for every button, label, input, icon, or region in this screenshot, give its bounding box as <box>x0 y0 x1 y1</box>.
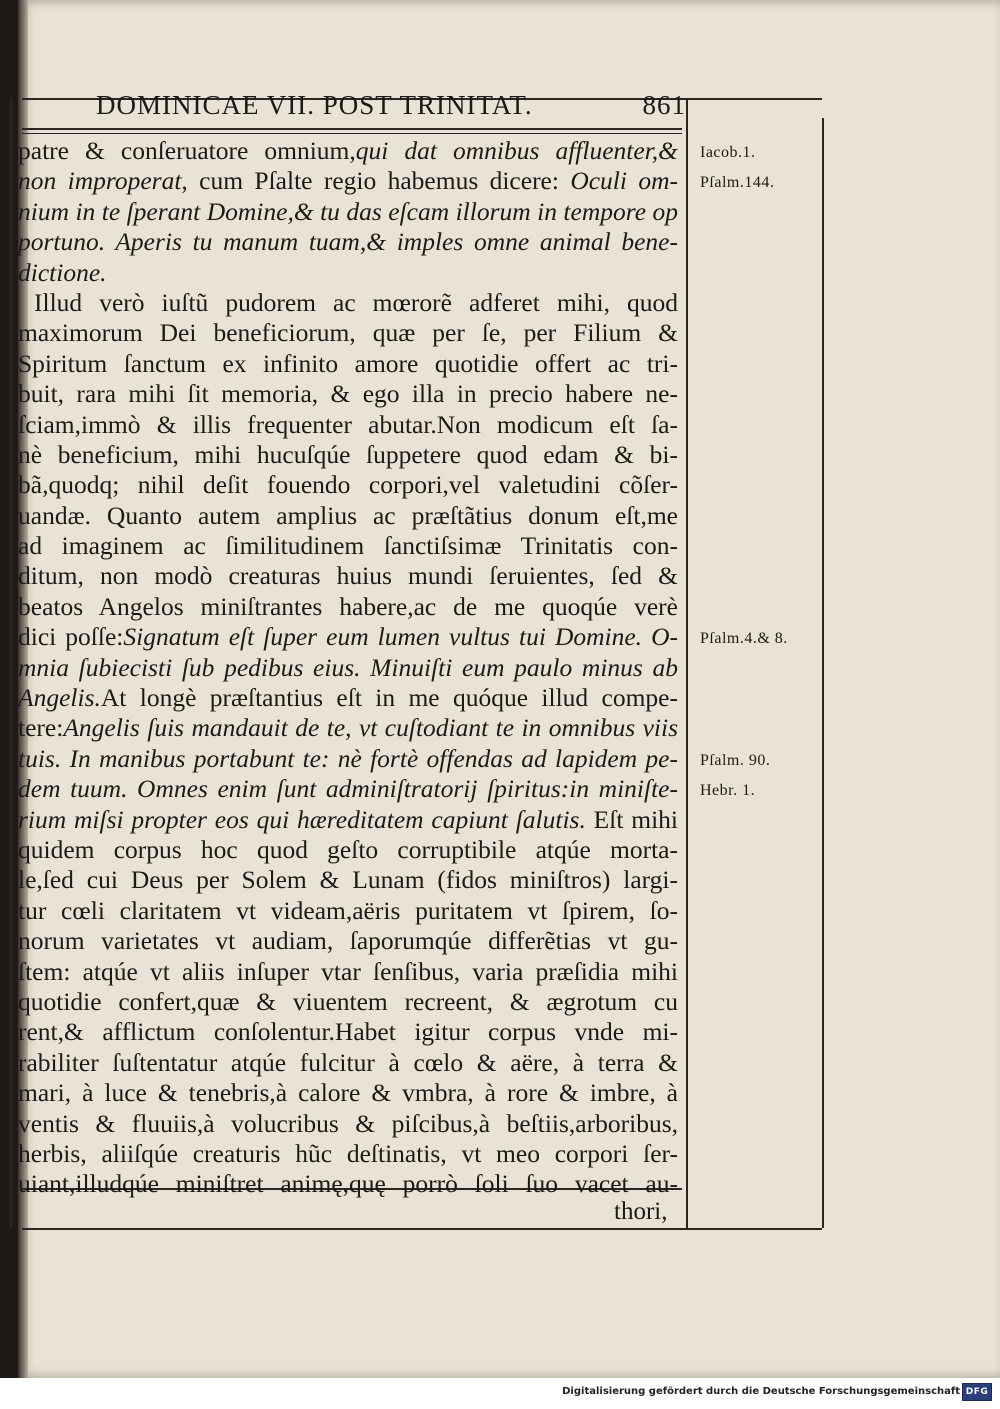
text-segment: beatos Angelos miniſtrantes habere,ac de me quoqúe verè <box>18 591 678 621</box>
funding-credit: Digitalisierung gefördert durch die Deutsche Forschungsgemeinschaft <box>562 1386 960 1397</box>
text-line <box>18 258 678 288</box>
text-line <box>18 926 678 956</box>
catchword: thori, <box>614 1198 668 1225</box>
italic-segment: portuno. Aperis tu manum tuam,& imples omne animal bene- <box>18 227 678 257</box>
head-rule <box>22 128 682 130</box>
italic-segment: tuis. In manibus portabunt te: nè fortè offendas ad lapidem pe- <box>18 743 678 773</box>
text-segment: norum varietates vt audiam, ſaporumqúe differẽtias vt gu- <box>18 926 678 956</box>
frame-rule-left <box>10 98 12 1228</box>
text-line <box>18 318 678 348</box>
text-line <box>18 136 678 166</box>
italic-segment: dictione. <box>18 257 107 287</box>
text-segment: patre & conſeruatore omnium, <box>18 136 356 165</box>
body-text <box>18 136 678 1200</box>
text-segment: mari, à luce & tenebris,à calore & vmbra, à rore & imbre, à <box>18 1078 678 1108</box>
margin-note: Pſalm.144. <box>700 174 775 192</box>
text-line <box>18 987 678 1017</box>
text-line <box>18 896 678 926</box>
text-segment: ſciam,immò & illis frequenter abutar.Non modicum eſt ſa- <box>18 409 678 439</box>
text-segment: ſtem: atqúe vt aliis inſuper vtar ſenſibus, varia præſidia mihi <box>18 956 678 986</box>
italic-segment: Oculi om- <box>570 166 678 196</box>
frame-rule-right <box>822 118 824 1228</box>
text-line <box>18 561 678 591</box>
margin-note: Pſalm.4.& 8. <box>700 630 788 648</box>
italic-segment: mnia ſubiecisti ſub pedibus eius. Minuiſti eum paulo minus ab <box>18 652 678 682</box>
text-line <box>18 1169 678 1199</box>
text-line <box>18 774 678 804</box>
text-line <box>18 1078 678 1108</box>
margin-note: Pſalm. 90. <box>700 752 771 769</box>
text-line <box>18 805 678 835</box>
text-segment: ventis & fluuiis,à volucribus & piſcibus,à beſtiis,arboribus, <box>18 1108 678 1138</box>
text-segment: Illud verò iuſtũ pudorem ac mœrorẽ adferet mihi, quod <box>34 287 678 317</box>
text-line <box>18 592 678 622</box>
text-segment: Eſt mihi <box>585 804 678 834</box>
text-line <box>18 288 678 318</box>
frame-rule-bottom <box>22 1228 822 1230</box>
text-segment: uandæ. Quanto autem amplius ac præſtãtius donum eſt,me <box>18 500 678 530</box>
text-line <box>18 653 678 683</box>
text-line <box>18 349 678 379</box>
text-line <box>18 410 678 440</box>
text-line <box>18 683 678 713</box>
text-segment: Spiritum ſanctum ex infinito amore quotidie offert ac tri- <box>18 348 678 378</box>
text-segment: quotidie confert,quæ & viuentem recreent, & ægrotum cu <box>18 986 678 1016</box>
text-line <box>18 744 678 774</box>
text-line <box>18 531 678 561</box>
text-segment: ad imaginem ac ſimilitudinem ſanctiſsimæ Trinitatis con- <box>18 531 678 561</box>
text-line <box>18 1048 678 1078</box>
text-line <box>18 1109 678 1139</box>
page-number: 861 <box>642 90 686 120</box>
text-segment: maximorum Dei beneficiorum, quæ per ſe, per Filium & <box>18 318 678 348</box>
italic-segment: non improperat, <box>18 166 188 196</box>
text-segment: nè beneficium, mihi hucuſqúe ſuppetere quod edam & bi- <box>18 439 678 469</box>
text-line <box>18 622 678 652</box>
italic-segment: Angelis. <box>18 683 101 713</box>
italic-segment: nium in te ſperant Domine,& tu das eſcam illorum in tempore op <box>18 196 678 226</box>
text-line <box>18 835 678 865</box>
italic-segment: dem tuum. Omnes enim ſunt adminiſtratorij ſpiritus:in miniſte- <box>18 774 678 804</box>
italic-segment: qui dat omnibus affluenter,& <box>355 136 678 165</box>
text-segment: rent,& afflictum conſolentur.Habet igitur corpus vnde mi- <box>18 1017 678 1047</box>
margin-note: Hebr. 1. <box>700 782 756 800</box>
text-segment: tere: <box>18 713 64 743</box>
text-line <box>18 470 678 500</box>
margin-note: Iacob.1. <box>700 144 756 161</box>
head-rule-thin <box>22 133 682 134</box>
text-segment: At longè præſtantius eſt in me quóque illud compe- <box>100 683 678 713</box>
text-segment: quidem corpus hoc quod geſto corruptibile atqúe morta- <box>18 834 678 864</box>
italic-segment: Angelis ſuis mandauit de te, vt cuſtodiant te in omnibus viis <box>63 713 678 743</box>
text-segment: uiant,illudqúe miniſtret animę,quę porrò ſoli ſuo vacet au- <box>18 1169 678 1199</box>
text-line <box>18 865 678 895</box>
dfg-logo-icon: DFG <box>962 1383 992 1401</box>
text-line <box>18 379 678 409</box>
italic-segment: rium miſsi propter eos qui hæreditatem capiunt ſalutis. <box>18 804 586 834</box>
text-line <box>18 227 678 257</box>
text-segment: tur cœli claritatem vt videam,aëris puritatem vt ſpirem, ſo- <box>18 895 678 925</box>
text-line <box>18 501 678 531</box>
text-line <box>18 1139 678 1169</box>
text-segment: cum Pſalte regio habemus dicere: <box>187 166 571 196</box>
text-segment: bã,quodq; nihil deſit fouendo corpori,vel valetudini cõſer- <box>18 470 678 500</box>
column-rule <box>686 98 688 1228</box>
text-segment: buit, rara mihi ſit memoria, & ego illa in precio habere ne- <box>18 379 678 409</box>
footer-bar <box>0 1378 1000 1409</box>
running-head-title: DOMINICAE VII. POST TRINITAT. <box>96 90 533 120</box>
text-line <box>18 440 678 470</box>
text-segment: le,ſed cui Deus per Solem & Lunam (fidos miniſtros) largi- <box>18 865 678 895</box>
text-line <box>18 166 678 196</box>
text-segment: herbis, aliiſqúe creaturis hũc deſtinatis, vt meo corpori ſer- <box>18 1138 678 1168</box>
text-segment: dici poſſe: <box>18 622 124 652</box>
text-line <box>18 957 678 987</box>
text-segment: rabiliter ſuſtentatur atqúe fulcitur à cœlo & aëre, à terra & <box>18 1047 678 1077</box>
text-line <box>18 713 678 743</box>
text-segment: ditum, non modò creaturas huius mundi ſeruientes, ſed & <box>18 561 678 591</box>
italic-segment: Signatum eſt ſuper eum lumen vultus tui Domine. O- <box>123 622 678 652</box>
text-line <box>18 197 678 227</box>
text-line <box>18 1017 678 1047</box>
